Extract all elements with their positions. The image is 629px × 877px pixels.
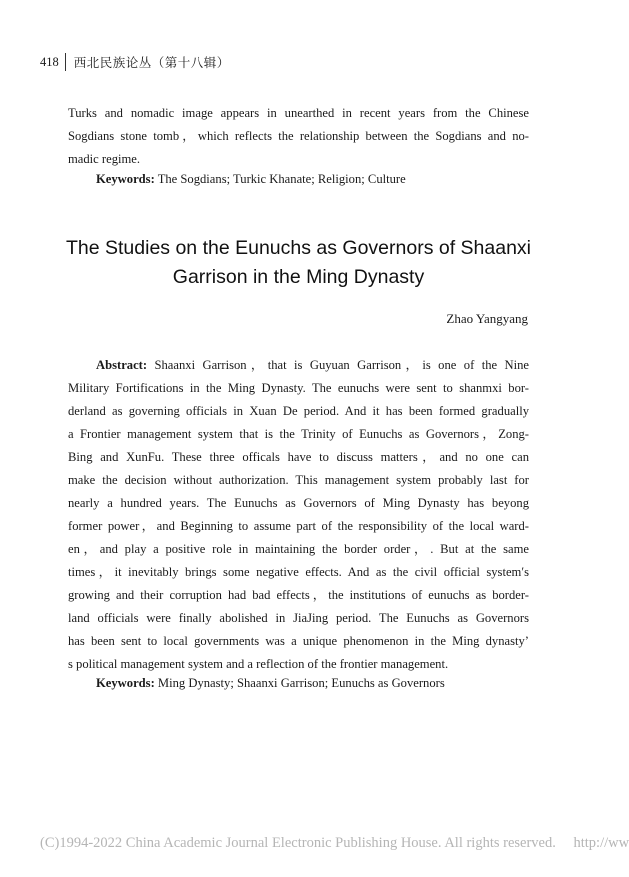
previous-keywords <box>96 172 406 187</box>
keywords-label: Keywords: <box>96 172 155 186</box>
keywords-text: Ming Dynasty; Shaanxi Garrison; Eunuchs as Governors <box>157 676 445 690</box>
article-title-line-2: Garrison in the Ming Dynasty <box>172 266 425 288</box>
running-header <box>40 51 230 73</box>
article-abstract <box>68 354 529 676</box>
article-keywords <box>96 676 445 691</box>
footer-url[interactable]: http://ww <box>573 835 629 851</box>
keywords-label: Keywords: <box>96 676 155 690</box>
abstract-line: has been sent to local governments was a unique phenomenon in the Ming dynasty’ <box>68 634 529 648</box>
abstract-line: Bing and XunFu. These three officals have to discuss matters，and no one can <box>68 450 529 464</box>
abstract-line: a Frontier management system that is the Trinity of Eunuchs as Governors，Zong- <box>68 427 529 441</box>
abstract-line: s political management system and a reflection of the frontier management. <box>68 657 449 671</box>
previous-abstract-line: madic regime. <box>68 152 141 166</box>
page-number: 418 <box>40 54 59 69</box>
copyright-text: (C)1994-2022 China Academic Journal Electronic Publishing House. All rights reserved. <box>40 835 556 851</box>
abstract-line: Military Fortifications in the Ming Dynasty. The eunuchs were sent to shanmxi bor- <box>68 381 529 395</box>
previous-abstract-line: Turks and nomadic image appears in unearthed in recent years from the Chinese <box>68 106 529 120</box>
previous-abstract <box>68 102 529 171</box>
abstract-line: derland as governing officials in Xuan De period. And it has been formed gradually <box>68 404 529 418</box>
abstract-label: Abstract: <box>96 358 148 372</box>
article-title-line-1: The Studies on the Eunuchs as Governors of Shaanxi <box>65 237 532 259</box>
header-divider <box>65 53 66 71</box>
journal-title: 西北民族论丛（第十八辑） <box>73 55 230 70</box>
abstract-line: growing and their corruption had bad effects，the institutions of eunuchs as border- <box>68 588 529 602</box>
abstract-line: en，and play a positive role in maintaining the border order，. But at the same <box>68 542 529 556</box>
abstract-line: land officials were finally abolished in JiaJing period. The Eunuchs as Governors <box>68 611 529 625</box>
copyright-footer <box>40 835 629 852</box>
previous-abstract-line: Sogdians stone tomb，which reflects the relationship between the Sogdians and no- <box>68 129 529 143</box>
abstract-text: Shaanxi Garrison，that is Guyuan Garrison，is one of the Nine <box>154 358 529 372</box>
keywords-text: The Sogdians; Turkic Khanate; Religion; Culture <box>157 172 406 186</box>
abstract-line: make the decision without authorization. This management system probably last for <box>68 473 529 487</box>
abstract-line: nearly a hundred years. The Eunuchs as Governors of Ming Dynasty has beyong <box>68 496 529 510</box>
abstract-line: former power，and Beginning to assume part of the responsibility of the local ward- <box>68 519 529 533</box>
abstract-line-first <box>68 354 529 377</box>
abstract-line: times，it inevitably brings some negative effects. And as the civil official system′s <box>68 565 529 579</box>
article-title <box>40 234 557 292</box>
article-author: Zhao Yangyang <box>446 311 528 326</box>
